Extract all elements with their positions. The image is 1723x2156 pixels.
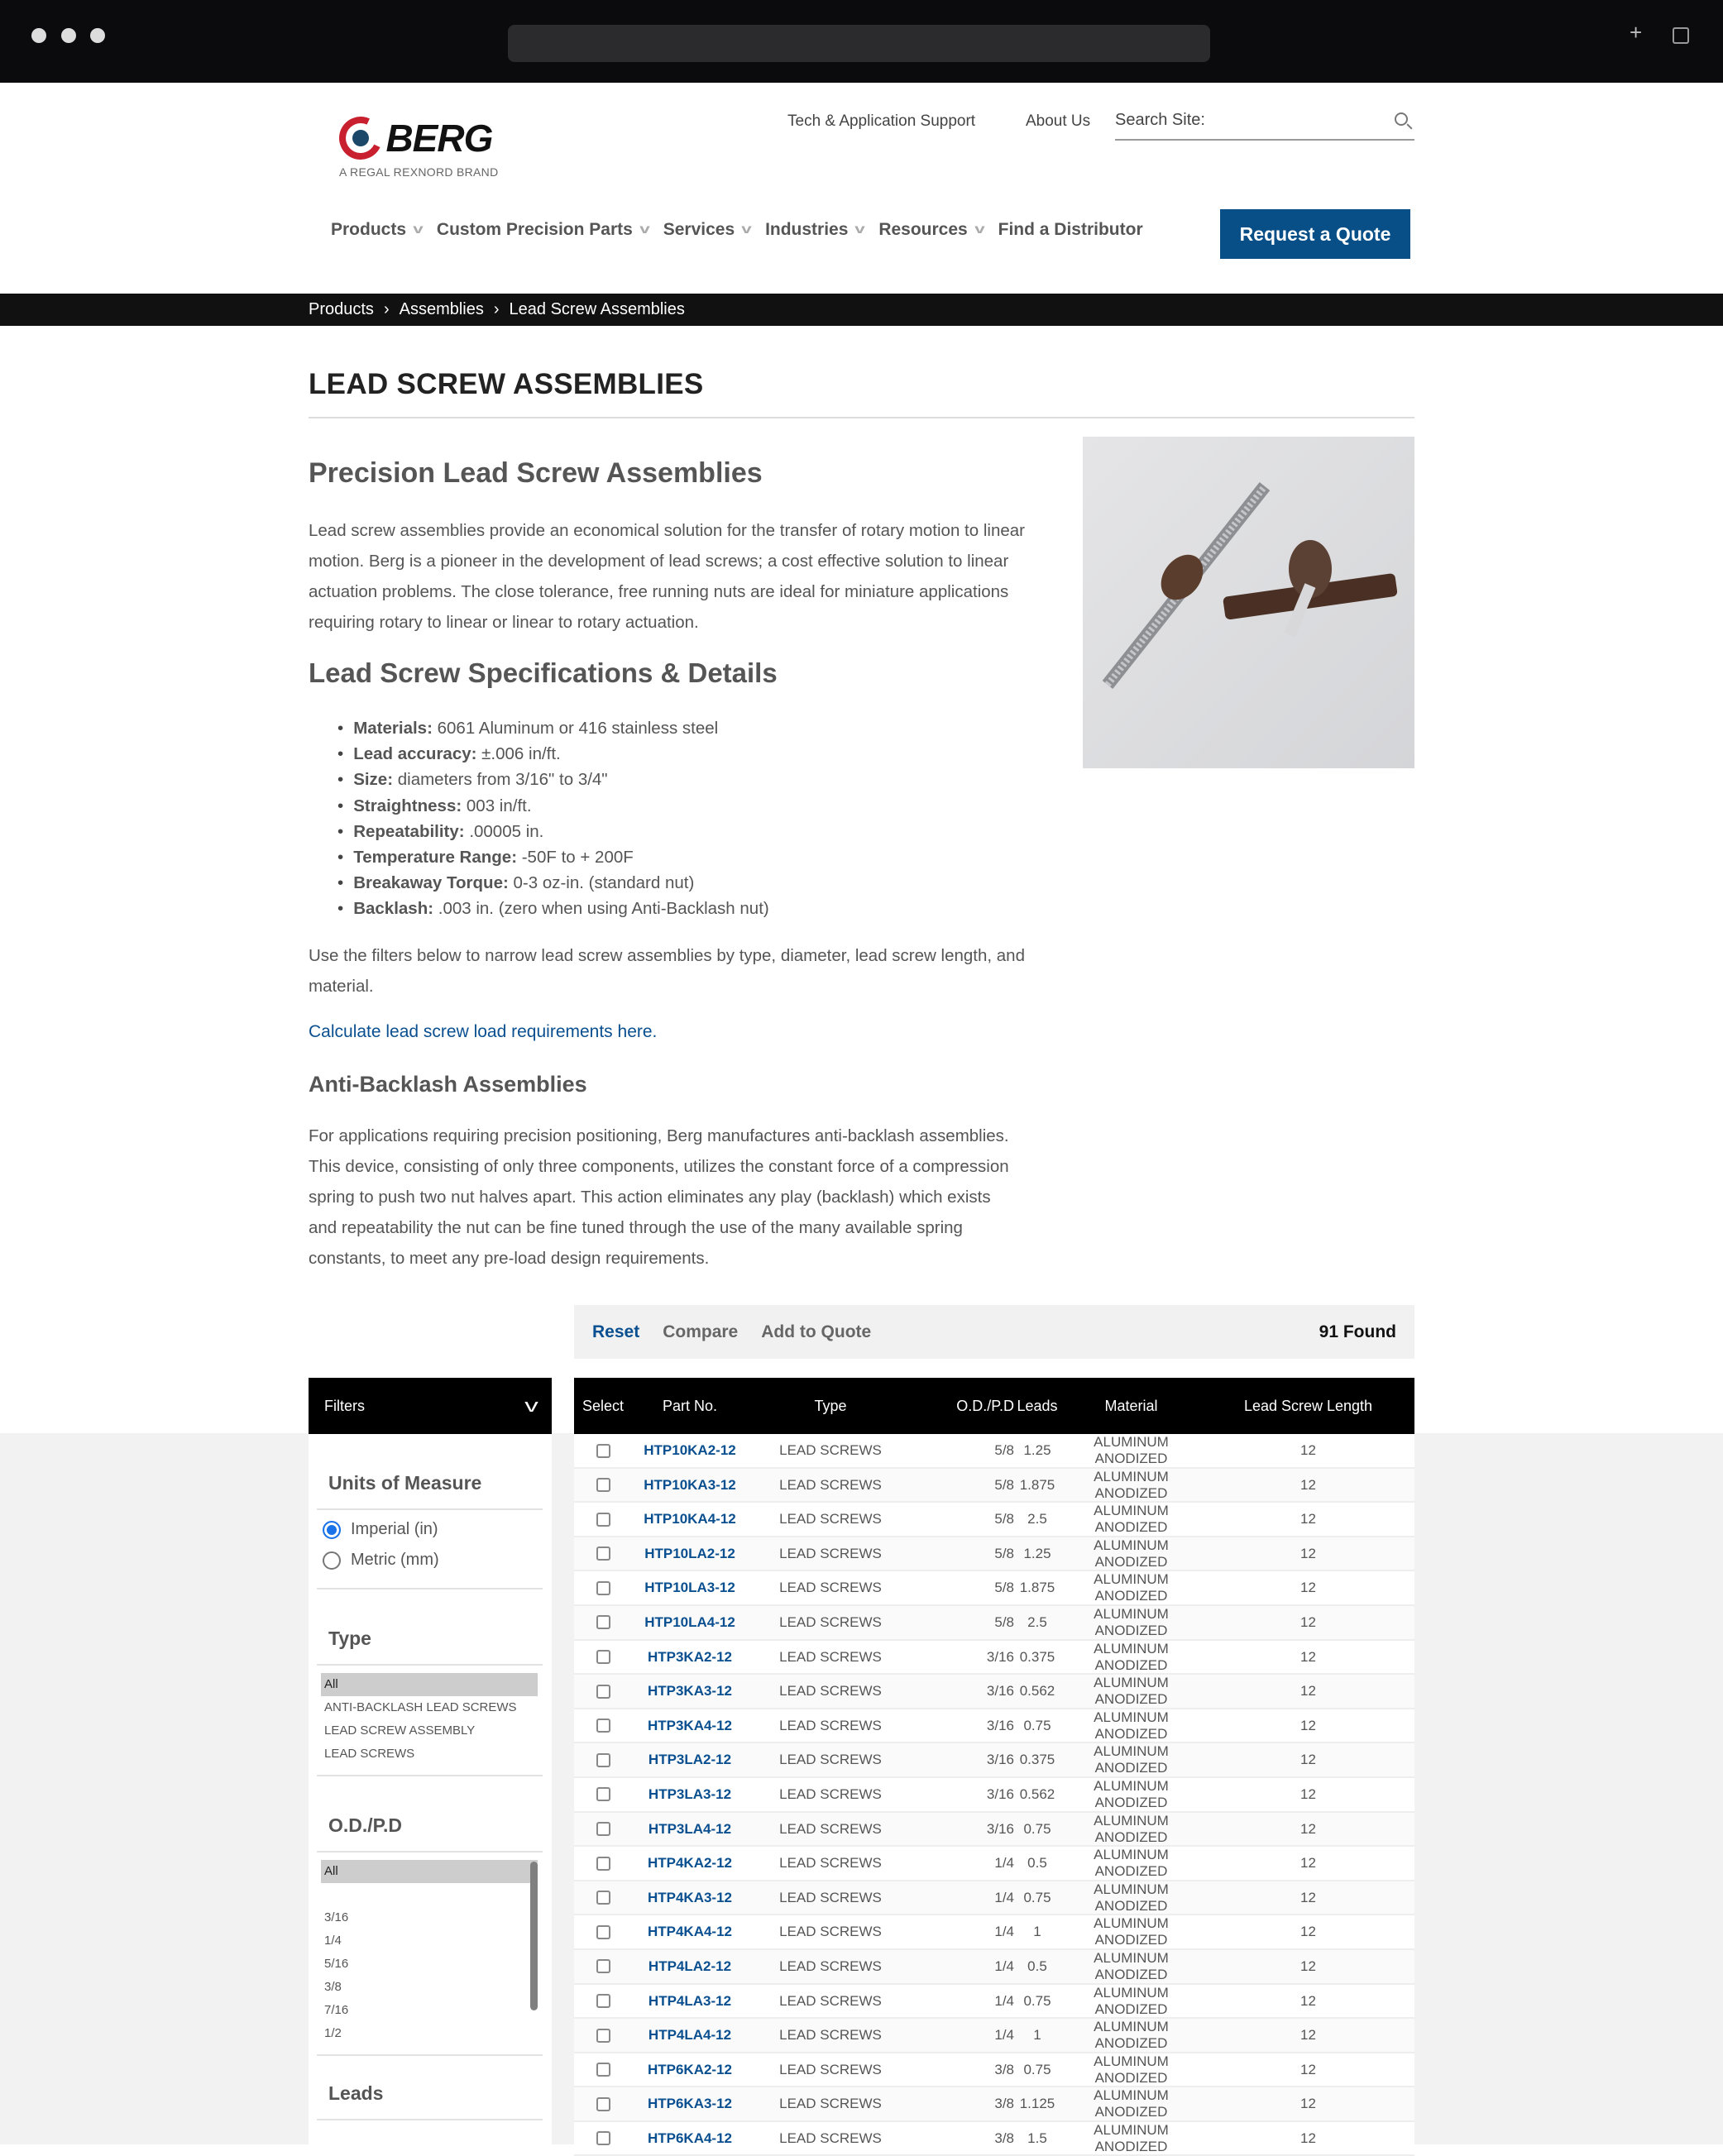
material-cell: ALUMINUM ANODIZED [1094,1709,1169,1742]
table-row [574,1847,1414,1881]
od-option[interactable]: 1/4 [324,1934,342,1948]
about-us-link[interactable]: About Us [1026,112,1091,130]
type-cell: LEAD SCREWS [779,1476,882,1493]
select-checkbox[interactable] [574,1719,632,1733]
od-option[interactable]: 1/2 [324,2026,342,2040]
page-subtitle: Precision Lead Screw Assemblies [309,457,763,489]
od-cell: 3/16 [986,1786,1014,1802]
type-cell: LEAD SCREWS [779,1786,882,1802]
part-number-link[interactable]: HTP6KA2-12 [647,2061,733,2077]
specs-list [337,715,769,922]
results-table [574,1378,1414,2156]
col-select: Select [582,1397,625,1414]
type-cell: LEAD SCREWS [779,2130,882,2146]
chevron-right-icon: › [493,300,500,318]
part-number-link[interactable]: HTP10KA4-12 [644,1511,736,1527]
length-cell: 12 [1300,1855,1316,1872]
leads-cell: 1 [1033,2027,1041,2044]
table-row [574,2087,1414,2122]
part-number-link[interactable]: HTP3LA3-12 [648,1786,732,1802]
od-option[interactable]: 3/8 [324,1980,342,1994]
type-title: Type [328,1628,371,1649]
part-number-link[interactable]: HTP3KA2-12 [647,1648,733,1665]
length-cell: 12 [1300,1613,1316,1630]
leads-cell: 1.125 [1019,2096,1055,2112]
material-cell: ALUMINUM ANODIZED [1094,1434,1169,1466]
leads-cell: 1 [1033,1924,1041,1940]
select-checkbox[interactable] [574,1891,632,1905]
od-cell: 3/8 [994,2096,1014,2112]
type-cell: LEAD SCREWS [779,1820,882,1837]
od-cell: 1/4 [994,1958,1014,1974]
type-listbox[interactable] [321,1673,538,1766]
nav-label: Products [331,220,407,239]
ab-line: constants, to meet any pre-load design requirements. [309,1249,710,1268]
part-number-link[interactable]: HTP10KA2-12 [644,1442,736,1458]
search-input[interactable] [1115,108,1414,141]
length-cell: 12 [1300,1958,1316,1974]
part-number-link[interactable]: HTP4KA4-12 [647,1924,733,1940]
type-cell: LEAD SCREWS [779,1717,882,1733]
material-cell: ALUMINUM ANODIZED [1094,1675,1169,1708]
od-cell: 5/8 [994,1580,1014,1596]
material-cell: ALUMINUM ANODIZED [1094,1468,1169,1501]
od-cell: 1/4 [994,2027,1014,2044]
select-checkbox[interactable] [574,1787,632,1801]
od-listbox[interactable] [321,1860,538,2048]
select-checkbox[interactable] [574,1546,632,1561]
length-cell: 12 [1300,2130,1316,2146]
material-cell: ALUMINUM ANODIZED [1094,2019,1169,2052]
type-cell: LEAD SCREWS [779,1545,882,1561]
table-row [574,1434,1414,1469]
part-number-link[interactable]: HTP3KA3-12 [647,1683,733,1699]
ab-line: This device, consisting of only three components, utilizes the constant force of a compression [309,1157,1009,1176]
lead-screw-product-image [1083,437,1414,768]
type-cell: LEAD SCREWS [779,1992,882,2009]
material-cell: ALUMINUM ANODIZED [1094,1812,1169,1845]
berg-logo[interactable] [339,116,499,179]
select-checkbox[interactable] [574,1994,632,2008]
part-number-link[interactable]: HTP4KA2-12 [647,1855,733,1872]
ab-line: For applications requiring precision positioning, Berg manufactures anti-backlash assemblies. [309,1126,1009,1145]
select-checkbox[interactable] [574,2063,632,2077]
material-cell: ALUMINUM ANODIZED [1094,1743,1169,1776]
chevron-down-icon: v [413,222,424,237]
search-icon[interactable] [1395,112,1408,126]
divider [309,417,1414,418]
od-cell: 3/8 [994,2130,1014,2146]
od-option[interactable]: 5/16 [324,1957,349,1971]
length-cell: 12 [1300,1476,1316,1493]
request-quote-button[interactable]: Request a Quote [1220,209,1410,259]
table-row [574,1675,1414,1709]
leads-cell: 0.375 [1019,1648,1055,1665]
col-leads[interactable]: Leads [1017,1397,1058,1414]
leads-cell: 0.562 [1019,1786,1055,1802]
od-option[interactable]: 7/16 [324,2003,349,2017]
part-number-link[interactable]: HTP10KA3-12 [644,1476,736,1493]
type-cell: LEAD SCREWS [779,1648,882,1665]
chevron-down-icon: v [854,222,866,237]
part-number-link[interactable]: HTP3KA4-12 [647,1717,733,1733]
leads-cell: 1.25 [1023,1442,1051,1458]
main-nav [331,220,1143,240]
od-cell: 5/8 [994,1442,1014,1458]
filters-label: Filters [324,1397,365,1414]
type-option[interactable]: All [321,1673,538,1696]
leads-cell: 0.75 [1023,1992,1051,2009]
leads-cell: 0.5 [1027,1958,1047,1974]
window-minimize-dot[interactable] [61,28,76,43]
select-checkbox[interactable] [574,1857,632,1871]
type-cell: LEAD SCREWS [779,1580,882,1596]
nav-label: Resources [878,220,968,239]
od-cell: 5/8 [994,1511,1014,1527]
leads-cell: 0.562 [1019,1683,1055,1699]
type-cell: LEAD SCREWS [779,2096,882,2112]
material-cell: ALUMINUM ANODIZED [1094,1984,1169,2017]
select-checkbox[interactable] [574,1959,632,1973]
chevron-down-icon: v [524,1395,538,1416]
specs-heading: Lead Screw Specifications & Details [309,657,778,688]
od-option[interactable]: 3/16 [324,1910,349,1924]
od-option[interactable]: All [321,1860,538,1883]
select-checkbox[interactable] [574,1822,632,1836]
material-cell: ALUMINUM ANODIZED [1094,1949,1169,1982]
leads-cell: 0.375 [1019,1752,1055,1768]
length-cell: 12 [1300,1924,1316,1940]
part-number-link[interactable]: HTP4LA4-12 [648,2027,732,2044]
material-cell: ALUMINUM ANODIZED [1094,2053,1169,2086]
leads-cell: 0.5 [1027,1855,1047,1872]
col-type[interactable]: Type [814,1397,847,1414]
length-cell: 12 [1300,1580,1316,1596]
table-row [574,1778,1414,1813]
select-checkbox[interactable] [574,1650,632,1664]
type-cell: LEAD SCREWS [779,1752,882,1768]
type-cell: LEAD SCREWS [779,1924,882,1940]
material-cell: ALUMINUM ANODIZED [1094,2121,1169,2154]
material-cell: ALUMINUM ANODIZED [1094,1537,1169,1570]
table-row [574,1641,1414,1676]
od-cell: 3/16 [986,1683,1014,1699]
table-row [574,1709,1414,1744]
logo-tagline: A REGAL REXNORD BRAND [339,165,499,179]
window-close-dot[interactable] [31,28,46,43]
type-option[interactable]: ANTI-BACKLASH LEAD SCREWS [324,1700,517,1714]
od-cell: 3/16 [986,1648,1014,1665]
length-cell: 12 [1300,1889,1316,1905]
nav-industries[interactable] [765,220,864,240]
leads-cell: 2.5 [1027,1613,1047,1630]
part-number-link[interactable]: HTP10LA2-12 [644,1545,735,1561]
logo-mark-icon [333,111,389,166]
length-cell: 12 [1300,2061,1316,2077]
chevron-right-icon: › [383,300,390,318]
nav-label: Find a Distributor [998,220,1143,239]
type-cell: LEAD SCREWS [779,1511,882,1527]
part-number-link[interactable]: HTP4LA3-12 [648,1992,732,2009]
part-number-link[interactable]: HTP6KA4-12 [647,2130,733,2146]
type-cell: LEAD SCREWS [779,1889,882,1905]
leads-cell: 0.75 [1023,2061,1051,2077]
filters-toggle[interactable] [309,1378,552,1434]
length-cell: 12 [1300,1545,1316,1561]
od-cell: 5/8 [994,1476,1014,1493]
col-material[interactable]: Material [1104,1397,1158,1414]
od-cell: 3/16 [986,1820,1014,1837]
leads-cell: 0.75 [1023,1717,1051,1733]
od-cell: 5/8 [994,1545,1014,1561]
select-checkbox[interactable] [574,1615,632,1629]
select-checkbox[interactable] [574,1513,632,1527]
scrollbar[interactable] [530,1862,538,2010]
length-cell: 12 [1300,2096,1316,2112]
reset-button[interactable]: Reset [592,1322,640,1341]
length-cell: 12 [1300,2027,1316,2044]
table-row [574,2122,1414,2156]
length-cell: 12 [1300,1992,1316,2009]
add-to-quote-button[interactable]: Add to Quote [761,1322,872,1341]
breadcrumb [0,294,1723,326]
od-cell: 1/4 [994,1855,1014,1872]
results-count: 91 Found [1319,1322,1396,1341]
spec-item: • Lead accuracy: ±.006 in/ft. [337,741,769,767]
leads-title: Leads [328,2082,384,2104]
search-placeholder: Search Site: [1115,111,1205,129]
table-row [574,1950,1414,1985]
type-cell: LEAD SCREWS [779,1958,882,1974]
leads-cell: 0.75 [1023,1820,1051,1837]
new-tab-icon[interactable]: + [1630,20,1643,45]
length-cell: 12 [1300,1511,1316,1527]
type-cell: LEAD SCREWS [779,1855,882,1872]
table-row [574,1571,1414,1606]
spec-item: • Repeatability: .00005 in. [337,819,769,844]
table-row [574,1503,1414,1537]
nav-label: Industries [765,220,849,239]
od-cell: 3/16 [986,1752,1014,1768]
address-bar[interactable] [508,25,1210,62]
part-number-link[interactable]: HTP10LA3-12 [644,1580,735,1596]
select-checkbox[interactable] [574,1685,632,1699]
spec-item: • Materials: 6061 Aluminum or 416 stainless steel [337,715,769,741]
od-cell: 3/16 [986,1717,1014,1733]
table-row [574,1813,1414,1848]
units-title: Units of Measure [328,1472,482,1494]
table-row [574,1537,1414,1572]
leads-cell: 0.75 [1023,1889,1051,1905]
type-cell: LEAD SCREWS [779,1613,882,1630]
col-length[interactable]: Lead Screw Length [1243,1397,1373,1414]
od-cell: 1/4 [994,1992,1014,2009]
col-od[interactable]: O.D./P.D [956,1397,1014,1414]
table-header [574,1378,1414,1434]
nav-custom-precision-parts[interactable] [437,220,649,240]
browser-chrome [0,0,1723,83]
material-cell: ALUMINUM ANODIZED [1094,1881,1169,1914]
material-cell: ALUMINUM ANODIZED [1094,1777,1169,1810]
nav-find-distributor[interactable] [998,220,1143,240]
length-cell: 12 [1300,1752,1316,1768]
table-row [574,1881,1414,1916]
select-checkbox[interactable] [574,1753,632,1767]
filters-panel [309,1434,552,2145]
material-cell: ALUMINUM ANODIZED [1094,1915,1169,1948]
material-cell: ALUMINUM ANODIZED [1094,1640,1169,1673]
results-toolbar [574,1305,1414,1359]
part-number-link[interactable]: HTP4LA2-12 [648,1958,732,1974]
part-number-link[interactable]: HTP4KA3-12 [647,1889,733,1905]
chevron-down-icon: v [741,222,752,237]
part-number-link[interactable]: HTP6KA3-12 [647,2096,733,2112]
leads-cell: 1.875 [1019,1580,1055,1596]
nav-resources[interactable] [878,220,983,240]
nav-label: Custom Precision Parts [436,220,633,239]
calculate-load-link[interactable]: Calculate lead screw load requirements here. [309,1022,658,1041]
breadcrumb-assemblies[interactable]: Assemblies [399,300,484,318]
compare-button[interactable]: Compare [663,1322,739,1341]
ab-line: spring to push two nut halves apart. This action eliminates any play (backlash) which exists [309,1188,991,1207]
col-part-no[interactable]: Part No. [662,1397,718,1414]
material-cell: ALUMINUM ANODIZED [1094,1571,1169,1604]
spec-item: • Size: diameters from 3/16" to 3/4" [337,767,769,792]
material-cell: ALUMINUM ANODIZED [1094,1503,1169,1536]
od-cell: 5/8 [994,1613,1014,1630]
od-cell: 1/4 [994,1889,1014,1905]
table-body [574,1434,1414,2156]
table-row [574,2053,1414,2088]
od-option[interactable] [321,1883,538,1906]
chevron-down-icon: v [639,222,650,237]
type-cell: LEAD SCREWS [779,1683,882,1699]
radio-metric[interactable]: Metric (mm) [323,1551,439,1570]
select-checkbox[interactable] [574,2097,632,2111]
length-cell: 12 [1300,1820,1316,1837]
type-cell: LEAD SCREWS [779,2061,882,2077]
type-cell: LEAD SCREWS [779,1442,882,1458]
table-row [574,1985,1414,2020]
type-option[interactable]: LEAD SCREW ASSEMBLY [324,1723,476,1738]
length-cell: 12 [1300,1648,1316,1665]
select-checkbox[interactable] [574,2029,632,2043]
spec-item: • Straightness: 003 in/ft. [337,793,769,819]
nav-services[interactable] [663,220,750,240]
part-number-link[interactable]: HTP3LA2-12 [648,1752,732,1768]
window-maximize-dot[interactable] [90,28,105,43]
leads-cell: 1.5 [1027,2130,1047,2146]
leads-cell: 2.5 [1027,1511,1047,1527]
leads-cell: 1.875 [1019,1476,1055,1493]
length-cell: 12 [1300,1442,1316,1458]
leads-cell: 1.25 [1023,1545,1051,1561]
page-title: LEAD SCREW ASSEMBLIES [309,368,704,400]
table-row [574,2019,1414,2053]
length-cell: 12 [1300,1786,1316,1802]
filter-note: Use the filters below to narrow lead screw assemblies by type, diameter, lead screw length, and material. [309,946,1025,996]
material-cell: ALUMINUM ANODIZED [1094,1605,1169,1638]
tabs-icon[interactable] [1673,27,1689,44]
select-checkbox[interactable] [574,1478,632,1492]
select-checkbox[interactable] [574,1925,632,1939]
select-checkbox[interactable] [574,1581,632,1595]
table-row [574,1469,1414,1503]
chevron-down-icon: v [974,222,985,237]
nav-label: Services [663,220,735,239]
intro-paragraph: Lead screw assemblies provide an economical solution for the transfer of rotary motion to linear motion. Berg is a pioneer in the development of lead screws; a cost effective solution to linear actuation problems. The close tolerance, free running nuts are ideal for miniature applications requiring rotary to linear or linear to rotary actuation. [309,521,1025,632]
type-option[interactable]: LEAD SCREWS [324,1747,415,1761]
radio-imperial[interactable]: Imperial (in) [323,1520,438,1539]
type-cell: LEAD SCREWS [779,2027,882,2044]
spec-item: • Temperature Range: -50F to + 200F [337,844,769,870]
breadcrumb-products[interactable]: Products [309,300,374,318]
ab-line: and repeatability the nut can be fine tuned through the use of the many available spring [309,1218,963,1237]
table-row [574,1606,1414,1641]
breadcrumb-current: Lead Screw Assemblies [509,300,685,318]
spec-item: • Backlash: .003 in. (zero when using Anti-Backlash nut) [337,896,769,921]
material-cell: ALUMINUM ANODIZED [1094,2087,1169,2120]
nav-products[interactable] [331,220,422,240]
part-number-link[interactable]: HTP10LA4-12 [644,1613,735,1630]
material-cell: ALUMINUM ANODIZED [1094,1847,1169,1880]
length-cell: 12 [1300,1683,1316,1699]
spec-item: • Breakaway Torque: 0-3 oz-in. (standard nut) [337,870,769,896]
table-row [574,1915,1414,1950]
od-title: O.D./P.D [328,1814,403,1836]
anti-backlash-heading: Anti-Backlash Assemblies [309,1072,587,1097]
length-cell: 12 [1300,1717,1316,1733]
select-checkbox[interactable] [574,1444,632,1458]
tech-support-link[interactable]: Tech & Application Support [787,112,976,130]
table-row [574,1743,1414,1778]
od-cell: 3/8 [994,2061,1014,2077]
logo-wordmark: BERG [385,117,493,160]
od-cell: 1/4 [994,1924,1014,1940]
part-number-link[interactable]: HTP3LA4-12 [648,1820,732,1837]
